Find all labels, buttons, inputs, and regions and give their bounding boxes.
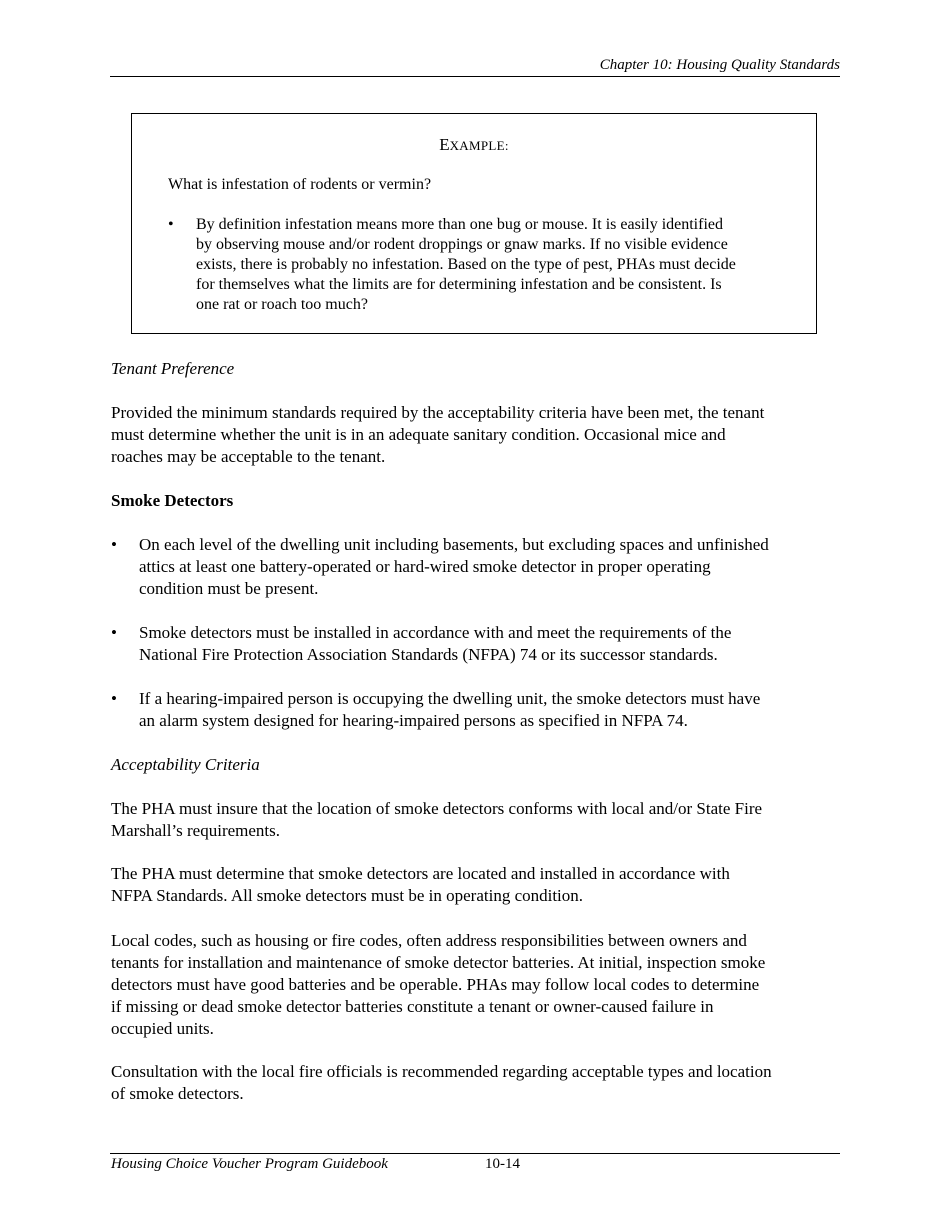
acceptability-criteria-heading: Acceptability Criteria [111, 755, 260, 774]
acceptability-paragraph [111, 930, 841, 1040]
paragraph-line: Local codes, such as housing or fire codes, often address responsibilities between owners and [111, 931, 747, 950]
footer-page-number: 10-14 [485, 1156, 520, 1172]
example-question: What is infestation of rodents or vermin? [168, 176, 432, 193]
bullet-text [139, 622, 839, 666]
paragraph-line: must determine whether the unit is in an adequate sanitary condition. Occasional mice and [111, 425, 726, 444]
example-title [132, 135, 816, 156]
footer-rule [110, 1153, 840, 1154]
example-bullet-line: By definition infestation means more than one bug or mouse. It is easily identified [196, 216, 723, 233]
bullet-line: On each level of the dwelling unit including basements, but excluding spaces and unfinished [139, 535, 769, 554]
bullet-line: attics at least one battery-operated or hard-wired smoke detector in proper operating [139, 557, 711, 576]
running-header: Chapter 10: Housing Quality Standards [599, 57, 840, 73]
bullet-dot-icon: • [111, 535, 117, 554]
example-bullet-text [196, 215, 788, 315]
bullet-dot-icon: • [111, 689, 117, 708]
bullet-text [139, 534, 839, 600]
example-box [131, 113, 817, 334]
bullet-dot-icon: • [111, 623, 117, 642]
tenant-preference-paragraph [111, 402, 841, 468]
paragraph-line: Marshall’s requirements. [111, 821, 281, 840]
smoke-detectors-heading: Smoke Detectors [111, 491, 234, 510]
tenant-preference-heading: Tenant Preference [111, 359, 235, 378]
acceptability-paragraph [111, 1061, 841, 1105]
paragraph-line: of smoke detectors. [111, 1084, 244, 1103]
bullet-line: Smoke detectors must be installed in accordance with and meet the requirements of the [139, 623, 732, 642]
paragraph-line: occupied units. [111, 1019, 214, 1038]
bullet-line: National Fire Protection Association Standards (NFPA) 74 or its successor standards. [139, 645, 718, 664]
header-rule [110, 76, 840, 77]
bullet-line: condition must be present. [139, 579, 319, 598]
paragraph-line: Provided the minimum standards required by the acceptability criteria have been met, the tenant [111, 403, 765, 422]
example-bullet-line: exists, there is probably no infestation. Based on the type of pest, PHAs must decide [196, 256, 736, 273]
paragraph-line: Consultation with the local fire officials is recommended regarding acceptable types and location [111, 1062, 772, 1081]
paragraph-line: NFPA Standards. All smoke detectors must be in operating condition. [111, 886, 584, 905]
example-title-initial: E [439, 135, 450, 154]
paragraph-line: tenants for installation and maintenance of smoke detector batteries. At initial, inspection smoke [111, 953, 766, 972]
bullet-line: If a hearing-impaired person is occupying the dwelling unit, the smoke detectors must have [139, 689, 761, 708]
footer-guidebook-title: Housing Choice Voucher Program Guidebook [111, 1156, 388, 1172]
paragraph-line: The PHA must determine that smoke detectors are located and installed in accordance with [111, 864, 730, 883]
bullet-dot-icon: • [168, 216, 174, 233]
acceptability-paragraph [111, 863, 841, 907]
paragraph-line: roaches may be acceptable to the tenant. [111, 447, 386, 466]
paragraph-line: The PHA must insure that the location of smoke detectors conforms with local and/or State Fire [111, 799, 763, 818]
example-title-rest: XAMPLE: [449, 138, 509, 153]
paragraph-line: if missing or dead smoke detector batteries constitute a tenant or owner-caused failure in [111, 997, 714, 1016]
bullet-line: an alarm system designed for hearing-impaired persons as specified in NFPA 74. [139, 711, 688, 730]
bullet-text [139, 688, 839, 732]
example-bullet-line: for themselves what the limits are for determining infestation and be consistent. Is [196, 276, 722, 293]
example-bullet-line: one rat or roach too much? [196, 296, 368, 313]
acceptability-paragraph [111, 798, 841, 842]
example-bullet-line: by observing mouse and/or rodent droppings or gnaw marks. If no visible evidence [196, 236, 728, 253]
paragraph-line: detectors must have good batteries and be operable. PHAs may follow local codes to determine [111, 975, 760, 994]
